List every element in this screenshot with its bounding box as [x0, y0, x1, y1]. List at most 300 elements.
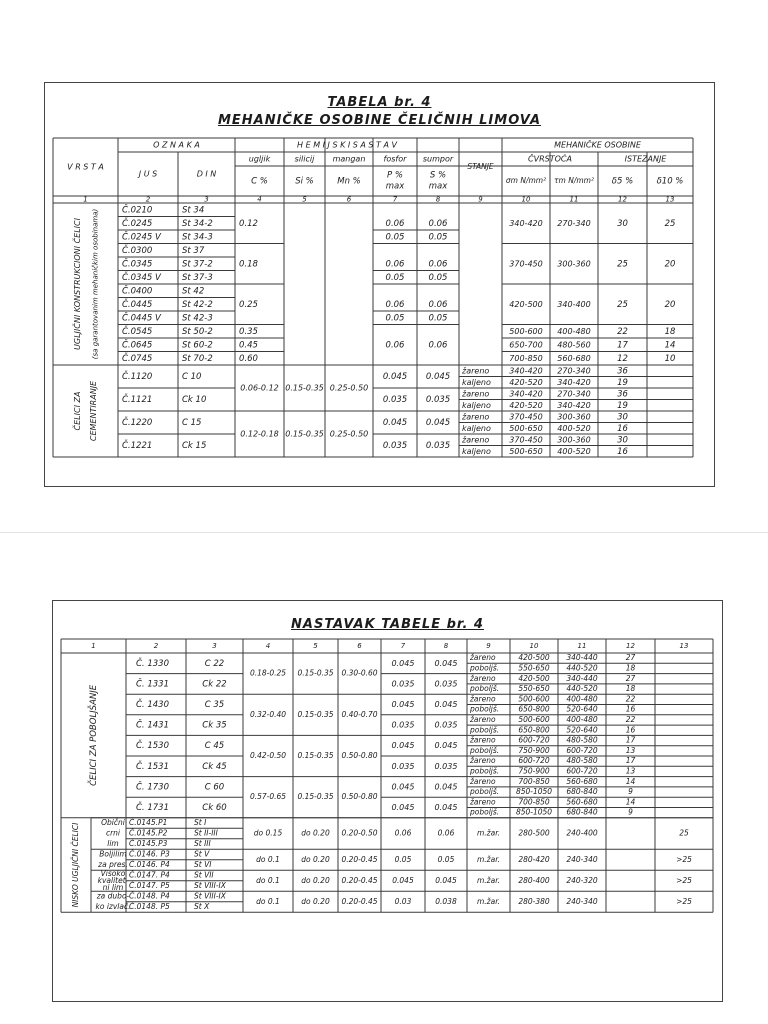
jus-code: Č. 1730: [136, 782, 169, 793]
din-code: St 42-2: [182, 299, 213, 310]
header-din: D I N: [196, 169, 217, 179]
table2-title: NASTAVAK TABELE br. 4: [291, 617, 484, 632]
din-code: St 34-2: [182, 218, 213, 229]
jus-code: Č.0745: [122, 353, 153, 364]
tau-value: 240-320: [566, 875, 598, 885]
sulfur-value: 0.06: [437, 828, 455, 838]
carbon-value: 0.12-0.18: [240, 429, 279, 439]
phosphorus-value: 0.045: [382, 418, 408, 428]
tau-value: 340-420: [557, 377, 591, 387]
phosphorus-value: 0.045: [391, 803, 415, 812]
jus-code: Č.0145.P1: [129, 818, 168, 828]
delta5-value: 27: [625, 653, 636, 663]
tau-value: 680-840: [566, 787, 598, 797]
din-code: Ck 35: [202, 720, 227, 731]
jus-code: Č.0645: [122, 340, 153, 351]
silicon-value: do 0.20: [301, 875, 330, 885]
header-tau-m: τm N/mm²: [554, 176, 594, 185]
phosphorus-value: 0.035: [391, 679, 415, 689]
carbon-value: 0.60: [239, 353, 258, 364]
column-number: 13: [665, 195, 675, 204]
phosphorus-value: 0.05: [385, 232, 405, 243]
state-label: žareno: [470, 756, 496, 766]
tau-value: 270-340: [557, 389, 591, 399]
group-label-konstrukcioni: UGLJIČNI KONSTRUKCIONI ČELICI: [73, 218, 82, 350]
jus-code: Č. 1531: [136, 761, 169, 772]
sigma-value: 650-700: [509, 340, 543, 350]
sulfur-value: 0.06: [428, 259, 448, 270]
jus-code: Č.0145.P2: [129, 828, 168, 838]
sulfur-value: 0.035: [425, 441, 451, 451]
sigma-value: 500-650: [509, 446, 543, 456]
header-sigma-m: σm N/mm²: [505, 176, 547, 185]
column-number: 8: [443, 642, 449, 650]
tau-value: 340-400: [557, 299, 591, 309]
subgroup-label: Obični: [101, 818, 125, 828]
column-number: 3: [212, 642, 217, 650]
manganese-value: 0.20-0.45: [341, 854, 378, 864]
tau-value: 270-340: [557, 218, 591, 228]
jus-code: Č.0148. P5: [129, 902, 170, 912]
table-sheet-1: [44, 82, 715, 487]
sulfur-value: 0.045: [434, 803, 458, 812]
subgroup-label: ko izvlač.: [95, 902, 131, 912]
delta10-value: 10: [664, 353, 676, 364]
sigma-value: 650-800: [518, 725, 550, 735]
sigma-value: 600-720: [518, 735, 550, 745]
column-number: 6: [346, 195, 352, 204]
sigma-value: 280-420: [518, 854, 550, 864]
delta5-value: 27: [625, 673, 636, 683]
header-mangan: mangan: [332, 154, 366, 164]
silicon-value: 0.15-0.35: [297, 751, 334, 760]
tau-value: 560-680: [566, 776, 598, 786]
jus-code: Č. 1530: [136, 741, 169, 752]
sulfur-value: 0.05: [428, 232, 448, 243]
header-s-max: max: [428, 181, 448, 192]
sulfur-value: 0.045: [434, 741, 458, 751]
delta10-value: 25: [679, 828, 689, 838]
manganese-value: 0.20-0.45: [341, 896, 378, 906]
header-s-pct: S %: [429, 170, 447, 181]
delta10-value: 25: [664, 218, 676, 229]
carbon-value: do 0.1: [256, 854, 280, 864]
header-silicij: silicij: [294, 154, 315, 164]
sigma-value: 280-500: [518, 828, 550, 838]
sigma-value: 550-650: [518, 684, 550, 694]
jus-code: Č.1220: [122, 418, 153, 428]
column-number: 2: [145, 195, 151, 204]
state-label: m.žar.: [476, 828, 501, 838]
header-p-pct: P %: [387, 170, 403, 181]
jus-code: Č.0400: [122, 286, 153, 297]
silicon-value: do 0.20: [301, 854, 330, 864]
din-code: Ck 45: [202, 761, 227, 772]
silicon-value: 0.15-0.35: [297, 668, 334, 678]
sigma-value: 280-400: [518, 875, 550, 885]
din-code: Ck 60: [202, 803, 227, 813]
sulfur-value: 0.06: [428, 299, 448, 310]
subgroup-label: kvalitet-: [97, 875, 129, 885]
state-label: poboljš.: [470, 684, 500, 694]
carbon-value: do 0.15: [253, 828, 283, 838]
state-label: žareno: [462, 412, 490, 422]
state-label: žareno: [470, 735, 496, 745]
header-ugljik: ugljik: [248, 154, 271, 164]
tau-value: 520-640: [566, 704, 598, 714]
tau-value: 300-360: [557, 412, 591, 422]
sigma-value: 500-650: [509, 423, 543, 433]
state-label: kaljeno: [462, 423, 491, 433]
tau-value: 300-360: [557, 435, 591, 445]
sulfur-value: 0.045: [434, 700, 458, 709]
group-sublabel-konstrukcioni: (sa garantovanim mehaničkim osobinama): [91, 208, 100, 360]
state-label: žareno: [462, 389, 490, 399]
sulfur-value: 0.035: [425, 395, 451, 405]
jus-code: Č.0210: [122, 205, 153, 216]
phosphorus-value: 0.035: [382, 395, 408, 405]
header-c-pct: C %: [251, 176, 268, 187]
sulfur-value: 0.035: [434, 720, 458, 730]
phosphorus-value: 0.045: [392, 875, 414, 885]
state-label: poboljš.: [470, 745, 500, 755]
delta5-value: 16: [617, 446, 628, 457]
sulfur-value: 0.06: [428, 218, 448, 229]
column-number: 9: [478, 195, 483, 204]
column-number: 12: [626, 642, 635, 650]
silicon-value: 0.15-0.35: [285, 383, 324, 393]
state-label: m.žar.: [476, 854, 501, 864]
delta10-value: 18: [664, 326, 676, 337]
delta5-value: 13: [625, 766, 636, 776]
phosphorus-value: 0.045: [391, 782, 415, 792]
phosphorus-value: 0.06: [385, 299, 405, 310]
phosphorus-value: 0.045: [391, 741, 415, 751]
state-label: poboljš.: [470, 766, 500, 776]
delta5-value: 22: [617, 326, 628, 337]
jus-code: Č.0545: [122, 326, 153, 337]
tau-value: 680-840: [566, 807, 598, 817]
state-label: kaljeno: [462, 377, 491, 387]
carbon-value: do 0.1: [256, 896, 280, 906]
delta5-value: 30: [617, 218, 628, 229]
column-number: 5: [302, 195, 307, 204]
delta5-value: 19: [617, 400, 628, 411]
header-fosfor: fosfor: [383, 154, 407, 164]
sigma-value: 700-850: [509, 353, 543, 363]
jus-code: Č. 1331: [136, 679, 169, 690]
delta5-value: 17: [617, 340, 628, 351]
column-number: 11: [569, 195, 579, 204]
subgroup-label: Boljilim: [99, 849, 127, 859]
din-code: Ck 15: [182, 441, 207, 451]
column-number: 4: [265, 642, 271, 650]
delta10-value: 20: [664, 299, 676, 310]
sigma-value: 500-600: [509, 326, 543, 336]
header-stanje: STANJE: [467, 162, 494, 171]
manganese-value: 0.20-0.45: [341, 875, 378, 885]
delta5-value: 17: [625, 735, 636, 745]
carbon-value: 0.32-0.40: [249, 709, 287, 719]
sulfur-value: 0.045: [435, 875, 457, 885]
phosphorus-value: 0.06: [394, 828, 412, 838]
column-number: 4: [257, 195, 262, 204]
delta5-value: 18: [625, 684, 636, 694]
tau-value: 600-720: [566, 745, 598, 755]
subgroup-label: ni lim: [102, 882, 124, 892]
silicon-value: 0.15-0.35: [285, 429, 324, 439]
phosphorus-value: 0.05: [394, 854, 412, 864]
tau-value: 480-580: [566, 735, 598, 745]
silicon-value: do 0.20: [301, 828, 330, 838]
din-code: St X: [194, 902, 210, 912]
delta5-value: 22: [625, 694, 636, 704]
tau-value: 240-340: [566, 896, 598, 906]
sigma-value: 370-450: [509, 259, 543, 269]
delta5-value: 16: [617, 423, 628, 434]
delta5-value: 17: [625, 756, 636, 766]
manganese-value: 0.40-0.70: [341, 709, 378, 719]
tau-value: 400-480: [566, 714, 598, 724]
din-code: St VI: [194, 860, 212, 870]
column-number: 2: [153, 642, 159, 650]
state-label: poboljš.: [470, 663, 500, 673]
carbon-value: 0.45: [239, 340, 258, 351]
tau-value: 340-420: [557, 400, 591, 410]
phosphorus-value: 0.05: [385, 272, 405, 283]
din-code: C 10: [182, 372, 202, 382]
column-number: 5: [313, 642, 318, 650]
jus-code: Č.0300: [122, 245, 153, 256]
state-label: žareno: [470, 694, 496, 704]
din-code: St V: [194, 849, 210, 859]
carbon-value: do 0.1: [256, 875, 280, 885]
din-code: Ck 10: [182, 395, 207, 405]
scan-fold-line: [0, 532, 768, 533]
header-jus: J U S: [138, 169, 158, 179]
phosphorus-value: 0.045: [391, 700, 415, 709]
column-number: 12: [618, 195, 627, 204]
column-number: 7: [392, 195, 398, 204]
sigma-value: 340-420: [509, 218, 543, 228]
header-oznaka: O Z N A K A: [153, 140, 200, 150]
header-cvrstoca: ČVRSTOĆA: [528, 154, 572, 164]
din-code: C 45: [204, 741, 225, 752]
table1-grid: [45, 83, 714, 486]
delta5-value: 12: [617, 353, 628, 364]
column-number: 6: [357, 642, 362, 650]
sulfur-value: 0.045: [425, 372, 451, 382]
subgroup-label: crni: [105, 828, 121, 838]
sulfur-value: 0.035: [434, 679, 458, 689]
header-istezanje: ISTEZANJE: [624, 154, 667, 164]
phosphorus-value: 0.035: [391, 720, 415, 730]
jus-code: Č.0345 V: [122, 272, 161, 283]
state-label: žareno: [470, 673, 496, 683]
sigma-value: 550-650: [518, 663, 550, 673]
sulfur-value: 0.05: [428, 313, 448, 324]
state-label: poboljš.: [470, 787, 500, 797]
jus-code: Č.0146. P3: [129, 849, 170, 859]
sigma-value: 700-850: [518, 797, 550, 807]
sigma-value: 420-500: [518, 653, 550, 663]
sulfur-value: 0.035: [434, 761, 458, 771]
sigma-value: 750-900: [518, 745, 550, 755]
state-label: žareno: [462, 366, 490, 376]
column-number: 9: [486, 642, 491, 650]
header-mn-pct: Mn %: [337, 176, 361, 187]
delta5-value: 13: [625, 745, 636, 755]
jus-code: Č.0148. P4: [129, 891, 170, 901]
jus-code: Č.0147. P4: [129, 870, 170, 880]
header-p-max: max: [385, 181, 405, 192]
delta5-value: 30: [617, 412, 628, 423]
din-code: St 37: [182, 245, 205, 256]
din-code: St VIII-IX: [194, 891, 226, 901]
delta5-value: 18: [625, 663, 636, 673]
subgroup-label: lim: [107, 839, 119, 849]
delta5-value: 16: [625, 704, 636, 714]
delta5-value: 9: [628, 807, 633, 817]
din-code: St 70-2: [182, 353, 213, 364]
sulfur-value: 0.045: [434, 658, 458, 668]
delta5-value: 19: [617, 377, 628, 388]
column-number: 3: [204, 195, 209, 204]
tau-value: 440-520: [566, 684, 598, 694]
jus-code: Č.0145.P3: [129, 839, 168, 849]
delta10-value: 14: [664, 340, 676, 351]
sigma-value: 700-850: [518, 776, 550, 786]
phosphorus-value: 0.05: [385, 313, 405, 324]
state-label: žareno: [470, 797, 496, 807]
phosphorus-value: 0.045: [391, 658, 415, 668]
state-label: žareno: [470, 776, 496, 786]
sulfur-value: 0.05: [437, 854, 455, 864]
jus-code: Č.0445: [122, 299, 153, 310]
tau-value: 340-440: [566, 653, 598, 663]
sulfur-value: 0.045: [434, 782, 458, 792]
header-sumpor: sumpor: [422, 154, 454, 164]
tau-value: 240-400: [566, 828, 598, 838]
phosphorus-value: 0.03: [394, 896, 412, 906]
tau-value: 480-580: [566, 756, 598, 766]
group-label-cementiranje-1: ČELICI ZA: [73, 391, 82, 431]
group-label-nisko-ugljicni: NISKO UGLJIČNI ČELICI: [71, 822, 80, 908]
phosphorus-value: 0.06: [385, 340, 405, 351]
jus-code: Č.0245 V: [122, 232, 161, 243]
din-code: C 60: [204, 782, 225, 793]
delta5-value: 16: [625, 725, 636, 735]
carbon-value: 0.12: [239, 218, 258, 229]
jus-code: Č.0147. P5: [129, 881, 170, 891]
delta10-value: >25: [676, 896, 692, 906]
group-label-poboljsanje: ČELICI ZA POBOLJŠANJE: [89, 684, 99, 786]
silicon-value: 0.15-0.35: [297, 792, 334, 802]
phosphorus-value: 0.06: [385, 259, 405, 270]
column-number: 8: [435, 195, 441, 204]
din-code: St III: [194, 839, 211, 849]
jus-code: Č.0445 V: [122, 313, 161, 324]
carbon-value: 0.42-0.50: [249, 751, 287, 760]
carbon-value: 0.06-0.12: [240, 383, 279, 393]
din-code: Ck 22: [202, 679, 227, 690]
state-label: kaljeno: [462, 446, 491, 456]
delta5-value: 25: [617, 259, 628, 270]
tau-value: 400-520: [557, 446, 591, 456]
state-label: žareno: [462, 435, 490, 445]
din-code: St 42-3: [182, 313, 213, 324]
header-delta5: δ5 %: [611, 176, 634, 187]
table1-title: TABELA br. 4: [327, 95, 432, 110]
sigma-value: 750-900: [518, 766, 550, 776]
din-code: St VII: [194, 870, 214, 880]
delta5-value: 36: [617, 389, 628, 400]
tau-value: 270-340: [557, 366, 591, 376]
tau-value: 300-360: [557, 259, 591, 269]
state-label: poboljš.: [470, 807, 500, 817]
tau-value: 480-560: [557, 340, 591, 350]
sulfur-value: 0.06: [428, 340, 448, 351]
manganese-value: 0.50-0.80: [341, 792, 378, 802]
sigma-value: 600-720: [518, 756, 550, 766]
sigma-value: 420-500: [509, 299, 543, 309]
carbon-value: 0.35: [239, 326, 258, 337]
sigma-value: 420-520: [509, 400, 543, 410]
tau-value: 440-520: [566, 663, 598, 673]
phosphorus-value: 0.035: [391, 761, 415, 771]
sigma-value: 500-600: [518, 714, 550, 724]
subgroup-label: za dubo-: [96, 891, 130, 901]
sigma-value: 340-420: [509, 366, 543, 376]
sigma-value: 420-520: [509, 377, 543, 387]
sulfur-value: 0.05: [428, 272, 448, 283]
sulfur-value: 0.038: [435, 896, 457, 906]
delta5-value: 36: [617, 366, 628, 377]
column-number: 1: [91, 642, 96, 650]
carbon-value: 0.18-0.25: [249, 668, 287, 678]
din-code: St 60-2: [182, 340, 213, 351]
sigma-value: 500-600: [518, 694, 550, 704]
jus-code: Č.0245: [122, 218, 153, 229]
sigma-value: 850-1050: [515, 787, 553, 797]
sigma-value: 280-380: [518, 896, 550, 906]
manganese-value: 0.50-0.80: [341, 751, 378, 760]
tau-value: 240-340: [566, 854, 598, 864]
column-number: 13: [679, 642, 689, 650]
jus-code: Č.1120: [122, 372, 153, 382]
state-label: m.žar.: [476, 875, 501, 885]
jus-code: Č.1221: [122, 441, 153, 451]
din-code: C 22: [204, 658, 225, 669]
sigma-value: 420-500: [518, 673, 550, 683]
jus-code: Č. 1731: [136, 803, 169, 813]
delta5-value: 30: [617, 435, 628, 446]
delta5-value: 22: [625, 714, 636, 724]
jus-code: Č. 1330: [136, 658, 169, 669]
manganese-value: 0.30-0.60: [341, 668, 378, 678]
tau-value: 600-720: [566, 766, 598, 776]
din-code: St 37-2: [182, 259, 213, 270]
sigma-value: 370-450: [509, 435, 543, 445]
din-code: St I: [194, 818, 207, 828]
sulfur-value: 0.045: [425, 418, 451, 428]
column-number: 10: [529, 642, 539, 650]
din-code: St 42: [182, 286, 205, 297]
delta5-value: 14: [625, 797, 636, 807]
din-code: C 15: [182, 418, 202, 428]
jus-code: Č.1121: [122, 395, 153, 405]
subgroup-label: Visoko: [100, 868, 126, 878]
